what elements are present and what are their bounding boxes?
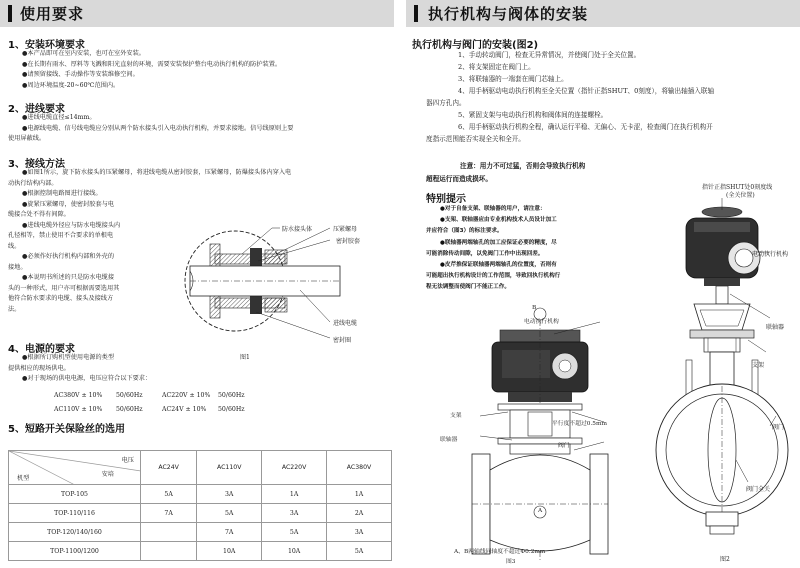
fig2-label: 支架 (752, 362, 765, 369)
spec-value: 50/60Hz (116, 392, 143, 399)
table-cell: 10A (262, 542, 327, 561)
table-cell: 1A (262, 485, 327, 504)
fig1-caption: 图1 (240, 354, 250, 361)
section-5-title: 5、短路开关保险丝的选用 (8, 424, 125, 435)
table-header: AC220V (262, 451, 327, 485)
table-header: AC380V (327, 451, 392, 485)
corner-label: 电压 (121, 457, 134, 464)
table-cell: 5A (197, 504, 262, 523)
table-cell: 7A (141, 504, 197, 523)
special-tips-title: 特别提示 (426, 194, 466, 205)
spec-value: 50/60Hz (218, 392, 245, 399)
fig3-label: 平行度不超过0.5mm (552, 421, 607, 427)
table-cell: TOP-105 (9, 485, 141, 504)
fig3-mark-a: A (538, 508, 543, 514)
fig3-label: 联轴器 (440, 437, 458, 443)
s1-line: ●周边环境温度-20~60℃范围内。 (22, 81, 120, 89)
spec-value: AC220V ± 10% (162, 392, 211, 399)
fig1-label: 密封胶套 (336, 238, 361, 245)
table-cell: 1A (327, 485, 392, 504)
tip-line: ●对于自备支架、联轴器的用户，请注意： (440, 206, 546, 212)
spec-value: 50/60Hz (218, 406, 245, 413)
tip-line: ●联轴器两端轴孔的加工应保证必要的精度，尽 (440, 239, 557, 246)
s3-line: ●本说明书所述的只是防水电缆接 (22, 274, 115, 281)
spec-value: AC110V ± 10% (54, 406, 103, 413)
right-header-title: 执行机构与阀体的安装 (428, 5, 589, 23)
s3-line: ●根据控制电路图进行接线。 (22, 190, 102, 197)
s1-line: ●请预留接线、手动操作等安装维修空间。 (22, 71, 139, 78)
fig3-note: A、B两轴线同轴度不超过Φ0.2mm (454, 549, 546, 555)
table-cell: TOP-110/116 (9, 504, 141, 523)
left-header-bar (0, 0, 394, 27)
table-row (9, 542, 392, 561)
fig3-label: 电动执行机构 (524, 319, 559, 325)
install-subtitle: 执行机构与阀门的安装(图2) (412, 40, 539, 51)
fig2-label: 阀门全关 (746, 486, 771, 493)
table-cell: 5A (141, 485, 197, 504)
install-steps (426, 49, 715, 145)
fig2-label: (全关位置) (726, 192, 755, 199)
step-line: 6、用手柄驱动执行机构全程，确认运行平稳、无偏心、无卡涩，检查阀门在执行机构开 (458, 123, 713, 131)
section-4-title: 4、电源的要求 (8, 344, 75, 355)
table-cell (141, 523, 197, 542)
s2-line: ●电源线电缆、信号线电缆应分别从两个防水接头引入电动执行机构，并要求接地。信号线原则上要 (22, 124, 294, 132)
step-line: 器四方孔内。 (426, 99, 466, 107)
table-cell: 3A (262, 504, 327, 523)
fig1-label: 防水接头体 (282, 226, 313, 233)
table-cell (141, 542, 197, 561)
note-line-1: 注意：用力不可过猛，否则会导致执行机构 (460, 162, 586, 170)
fig2-label: 电动执行机构 (752, 251, 789, 258)
s3-line: ●旋紧压紧螺母，使密封胶套与电 (22, 200, 115, 208)
table-cell: 3A (197, 485, 262, 504)
table-cell: 5A (327, 542, 392, 561)
s4-line: ●根据所订购机型使用电源的类型 (22, 354, 115, 361)
fig1-label: 压紧螺母 (333, 226, 358, 233)
table-cell: 2A (327, 504, 392, 523)
table-cell: TOP-120/140/160 (9, 523, 141, 542)
section-2-title: 2、进线要求 (8, 104, 65, 115)
s3-line: ●如图1所示，旋下防水接头的压紧螺母，将进线电缆从密封胶套，压紧螺母，防爆接头体内穿入电 (22, 169, 292, 176)
table-row (9, 485, 392, 504)
s3-line: 孔径相等，禁止使用不合要求的单根电 (8, 232, 114, 239)
note-line-2: 超程运行而造成损坏。 (426, 175, 492, 183)
corner-label: 机型 (17, 475, 30, 482)
table-header: AC24V (141, 451, 197, 485)
table-header-row (9, 451, 392, 485)
fig2-label: 阀门 (772, 424, 785, 431)
table-row (9, 504, 392, 523)
tip-line: 可能超出执行机构设计的工作范围，导致回执行机构行 (426, 273, 561, 280)
step-line: 2、将支架固定在阀门上。 (458, 63, 535, 71)
table-row (9, 523, 392, 542)
step-line: 度指示范围能否实现全关和全开。 (426, 135, 525, 143)
right-page (406, 0, 800, 568)
s3-line: 线。 (8, 242, 21, 250)
table-cell: 3A (327, 523, 392, 542)
table-cell: TOP-1100/1200 (9, 542, 141, 561)
table-header: AC110V (197, 451, 262, 485)
step-line: 5、紧固支架与电动执行机构和阀体间的连接螺栓。 (458, 111, 608, 119)
tip-line: ●皮芹推保证联轴器两端轴孔的位置度，否则有 (440, 262, 557, 269)
s3-line: 头的一种形式，用户亦可根据需要选用其 (8, 284, 120, 292)
left-header-title: 使用要求 (20, 5, 85, 23)
fig1-label: 密封圈 (333, 337, 352, 344)
fig1-label: 进线电缆 (333, 320, 358, 327)
section-4-body (8, 353, 152, 385)
special-tips-body (426, 204, 561, 294)
s3-line: 他符合防水要求的电缆、接头及接线方 (8, 295, 114, 302)
fuse-table (8, 450, 392, 561)
tip-line: 可能消除传动间隙，以免阀门工作中出现回差。 (426, 250, 544, 257)
table-cell: 10A (197, 542, 262, 561)
left-page (0, 0, 394, 568)
header-marker (8, 5, 12, 22)
fig3-mark-b: B (532, 305, 537, 311)
s4-line: 提供相应的现场供电。 (8, 364, 70, 372)
step-line: 1、手动转动阀门，检查无异常情况，并使阀门处于全关位置。 (458, 51, 641, 59)
fig2-label: 联轴器 (766, 324, 785, 331)
s3-line: 缆接合处不得有间隙。 (8, 211, 70, 218)
tip-line: 程无法调整而使阀门不能正工作。 (426, 284, 510, 291)
s3-line: 动执行结构内部。 (8, 179, 58, 187)
spec-value: 50/60Hz (116, 406, 143, 413)
s3-line: 接地。 (8, 263, 27, 271)
figure-3-dimension-drawing (450, 300, 640, 568)
tip-line: 并应符合（图3）的标注要求。 (426, 228, 503, 235)
section-2-body (8, 113, 294, 145)
right-header-bar (406, 0, 800, 27)
header-marker (414, 5, 418, 22)
s1-line: ●本产品即可在室内安装，也可在室外安装。 (22, 50, 145, 57)
fig3-caption: 图3 (506, 559, 516, 565)
table-cell: 7A (197, 523, 262, 542)
s1-line: ●在长期有雨水、厚料等飞溅和阳光直射的环境，需要安装保护整台电动执行机构的防护装置。 (22, 60, 282, 68)
spec-value: AC24V ± 10% (162, 406, 207, 413)
fig3-label: 阀门 (558, 443, 570, 449)
s3-line: ●进线电缆外径应与防水电缆接头内 (22, 221, 121, 229)
s4-line: ●对于现场的供电电源，电压应符合以下要求： (22, 375, 152, 382)
step-line: 3、将联轴器的一端套在阀门芯轴上。 (458, 75, 568, 83)
table-cell: 5A (262, 523, 327, 542)
spec-value: AC380V ± 10% (54, 392, 103, 399)
s3-line: ●必须作好执行机构内部和外壳的 (22, 253, 115, 260)
fig2-label: 指针正指SHUT处0刻度线 (702, 184, 773, 191)
section-1-title: 1、安装环境要求 (8, 40, 85, 51)
tip-line: ●支架、联轴器应由专业机构技术人员设计加工 (440, 217, 557, 224)
step-line: 4、用手柄驱动电动执行机构至全关位置（指针正指SHUT、0刻度），将输出轴插入联轴 (458, 87, 715, 95)
section-3-title: 3、接线方法 (8, 159, 65, 170)
s2-line: 使用屏蔽线。 (8, 135, 46, 142)
fig3-label: 支架 (450, 413, 462, 419)
section-1-body (22, 49, 281, 91)
fig2-caption: 图2 (720, 556, 730, 563)
s2-line: ●进线电缆直径≤14mm。 (22, 114, 96, 121)
figure-2-actuator-valve (644, 190, 800, 560)
corner-label: 安培 (101, 471, 114, 478)
s3-line: 法。 (8, 305, 21, 313)
table-corner-cell (9, 451, 141, 485)
